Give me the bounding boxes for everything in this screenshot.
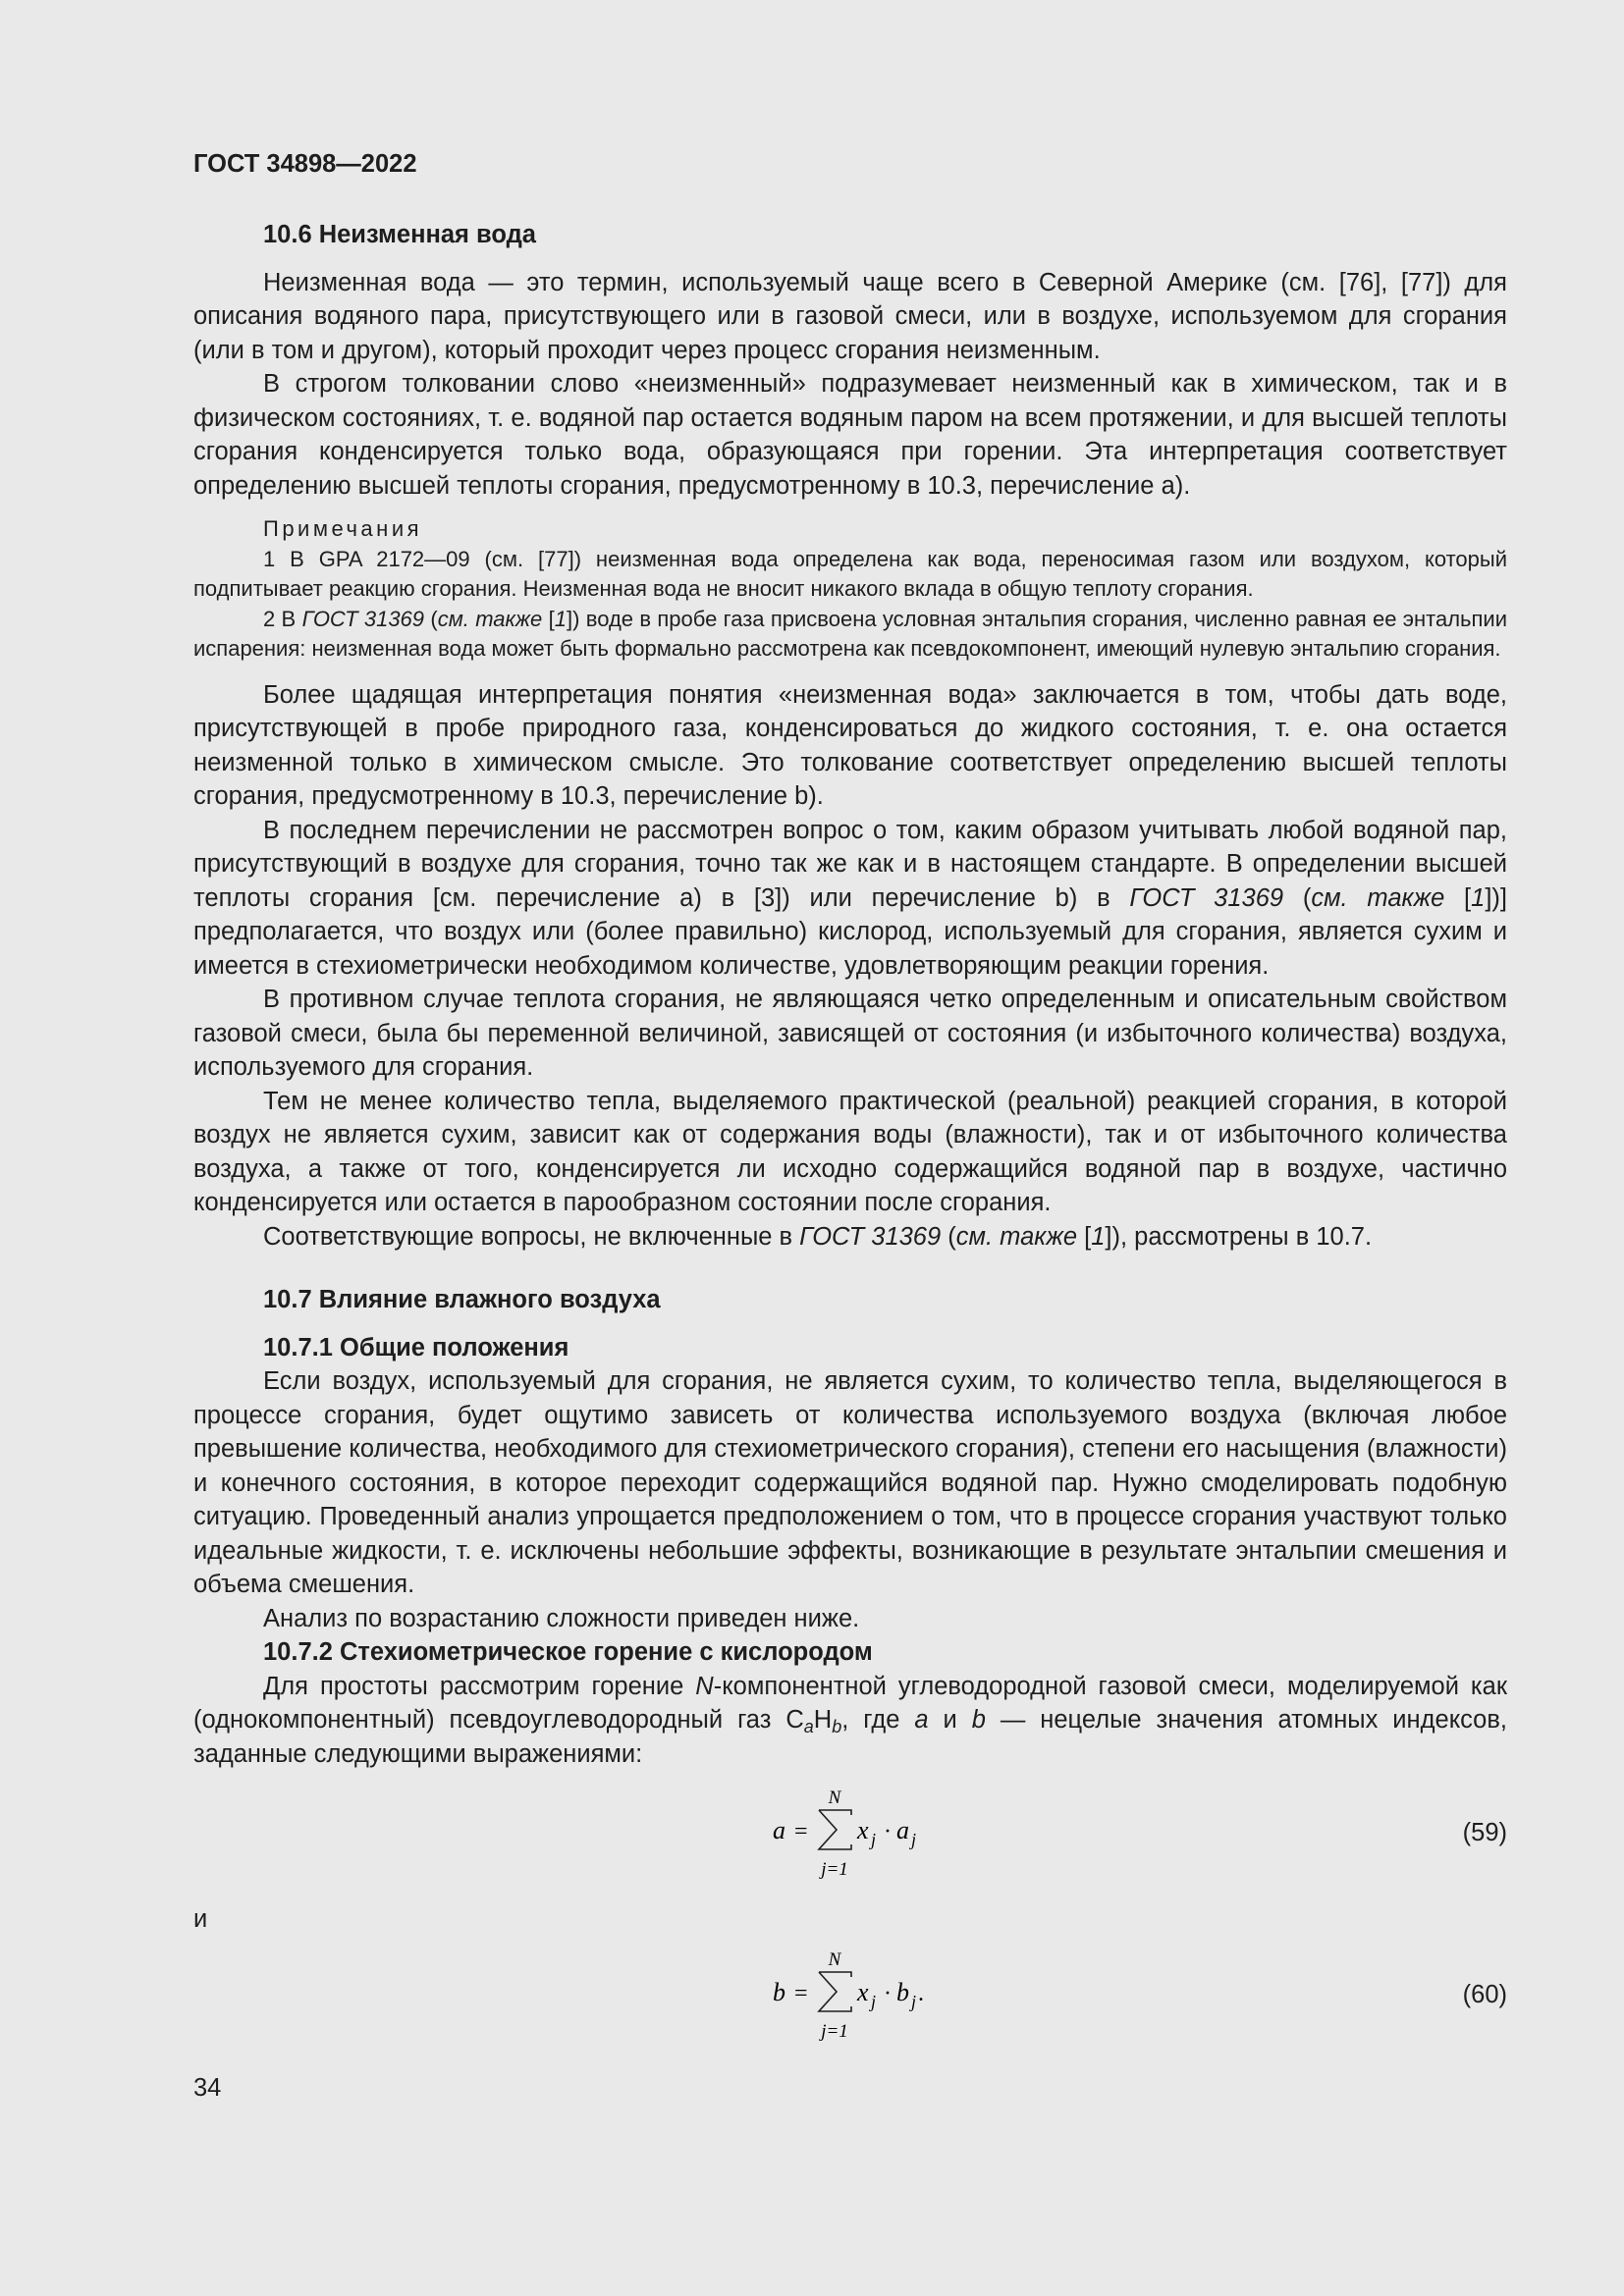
svg-text:x: x bbox=[857, 1816, 869, 1844]
section-10-6-heading: 10.6 Неизменная вода bbox=[263, 221, 536, 248]
notes-block bbox=[193, 514, 1507, 665]
section-10-7-heading: 10.7 Влияние влажного воздуха bbox=[263, 1286, 661, 1313]
paragraph: Соответствующие вопросы, не включенные в ГОСТ 31369 (см. также [1]), рассмотрены в 10.7. bbox=[263, 1222, 1373, 1251]
bibliography-ref: 1 bbox=[1091, 1222, 1106, 1251]
paragraph: Если воздух, используемый для сгорания, не является сухим, то количество тепла, выделяющегося в процессе сгорания, будет ощутимо зависеть от количества используемого воздуха (включая любое превышение количества, необходимого для стехиометрического сгорания), степени его насыщения (влажности) и конечного состояния, в которое переходит содержащийся водяной пар. Нужно смоделировать подобную ситуацию. Проведенный анализ упрощается предположением о том, что в процессе сгорания участвуют только идеальные жидкости, т. е. исключены небольшие эффекты, возникающие в результате энтальпии смешения и объема смешения. bbox=[193, 1367, 1507, 1598]
note-1: 1 В GPA 2172—09 (см. [77]) неизменная вода определена как вода, переносимая газом или воздухом, который подпитывает реакцию сгорания. Неизменная вода не вносит никакого вклада в общую теплоту сгорания. bbox=[193, 546, 1507, 601]
svg-text:j: j bbox=[871, 1991, 877, 2011]
bibliography-ref: 1 bbox=[554, 606, 567, 631]
conjunction-and: и bbox=[193, 1905, 208, 1933]
formula-60 bbox=[193, 1949, 1507, 2047]
paragraph: В последнем перечислении не рассмотрен вопрос о том, каким образом учитывать любой водяной пар, присутствующий в воздухе для сгорания, точно так же как и в настоящем стандарте. В определении высшей теплоты сгорания [см. перечисление а) в [3]) или перечисление b) в ГОСТ 31369 (см. также [1])] предполагается, что воздух или (более правильно) кислород, используемый для сгорания, является сухим и имеется в стехиометрически необходимом количестве, удовлетворяющим реакции горения. bbox=[193, 816, 1507, 980]
formula-59-number: (59) bbox=[1462, 1819, 1507, 1846]
paragraph: В противном случае теплота сгорания, не являющаяся четко определенным и описательным свойством газовой смеси, была бы переменной величиной, зависящей от состояния (и избыточного количества) воздуха, используемого для сгорания. bbox=[193, 986, 1507, 1081]
svg-text:j=1: j=1 bbox=[821, 1859, 848, 1880]
svg-text:N: N bbox=[828, 1788, 841, 1808]
formula-60-expression bbox=[193, 1949, 1507, 2047]
paragraph: В строгом толковании слово «неизменный» подразумевает неизменный как в химическом, так и в физическом состояниях, т. е. водяной пар остается водяным паром на всем протяжении, и для высшей теплоты сгорания конденсируется только вода, образующаяся при горении. Эта интерпретация соответствует определению высшей теплоты сгорания, предусмотренному в 10.3, перечисление а). bbox=[193, 370, 1507, 500]
bibliography-ref: 1 bbox=[1471, 883, 1486, 912]
svg-text:.: . bbox=[918, 1980, 924, 2006]
svg-text:j: j bbox=[911, 1830, 917, 1849]
page-number: 34 bbox=[193, 2074, 222, 2102]
gost-reference: ГОСТ 31369 bbox=[799, 1222, 942, 1251]
section-10-7-1-heading: 10.7.1 Общие положения bbox=[263, 1333, 569, 1362]
page-content bbox=[193, 147, 1507, 2047]
svg-text:b: b bbox=[896, 1977, 909, 2006]
svg-text:·: · bbox=[884, 1819, 892, 1844]
gost-reference: ГОСТ 31369 bbox=[301, 606, 425, 631]
svg-text:·: · bbox=[884, 1980, 892, 2006]
paragraph: Анализ по возрастанию сложности приведен ниже. bbox=[263, 1604, 860, 1632]
gost-reference: ГОСТ 31369 bbox=[1129, 883, 1284, 912]
svg-text:a: a bbox=[896, 1816, 909, 1844]
svg-text:=: = bbox=[794, 1819, 808, 1844]
document-code-header: ГОСТ 34898—2022 bbox=[193, 150, 417, 178]
section-10-7-2-heading: 10.7.2 Стехиометрическое горение с кислородом bbox=[263, 1638, 873, 1666]
note-2: 2 В ГОСТ 31369 (см. также [1]) воде в пробе газа присвоена условная энтальпия сгорания, численно равная ее энтальпии испарения: неизменная вода может быть формально рассмотрена как псевдокомпонент, имеющий нулевую энтальпию сгорания. bbox=[193, 606, 1508, 661]
svg-text:=: = bbox=[794, 1980, 808, 2006]
svg-text:j=1: j=1 bbox=[821, 2020, 848, 2042]
svg-text:b: b bbox=[773, 1977, 785, 2006]
svg-text:j: j bbox=[911, 1991, 917, 2011]
paragraph: Тем не менее количество тепла, выделяемого практической (реальной) реакцией сгорания, в которой воздух не является сухим, зависит как от содержания воды (влажности), так и от избыточного количества воздуха, а также от того, конденсируется ли исходно содержащийся водяной пар в воздухе, частично конденсируется или остается в парообразном состоянии после сгорания. bbox=[193, 1087, 1507, 1216]
formula-59 bbox=[193, 1787, 1507, 1885]
formula-60-number: (60) bbox=[1462, 1980, 1507, 2008]
notes-title: Примечания bbox=[263, 516, 423, 541]
svg-text:x: x bbox=[857, 1977, 869, 2006]
svg-text:a: a bbox=[773, 1816, 785, 1844]
svg-text:N: N bbox=[828, 1949, 841, 1970]
paragraph: Более щадящая интерпретация понятия «неизменная вода» заключается в том, чтобы дать воде, присутствующей в пробе природного газа, конденсироваться до жидкого состояния, т. е. она остается неизменной только в химическом смысле. Это толкование соответствует определению высшей теплоты сгорания, предусмотренному в 10.3, перечисление b). bbox=[193, 680, 1507, 810]
paragraph: Для простоты рассмотрим горение N-компонентной углеводородной газовой смеси, моделируемой как (однокомпонентный) псевдоуглеводородный газ $C_aH_b$, где a и b — нецелые значения атомных индексов, заданные следующими выражениями: bbox=[193, 1672, 1507, 1768]
paragraph: Неизменная вода — это термин, используемый чаще всего в Северной Америке (см. [76], [77]) для описания водяного пара, присутствующего или в газовой смеси, или в воздухе, используемом для сгорания (или в том и другом), который проходит через процесс сгорания неизменным. bbox=[193, 268, 1507, 364]
svg-text:j: j bbox=[871, 1830, 877, 1849]
formula-59-expression bbox=[193, 1787, 1507, 1885]
